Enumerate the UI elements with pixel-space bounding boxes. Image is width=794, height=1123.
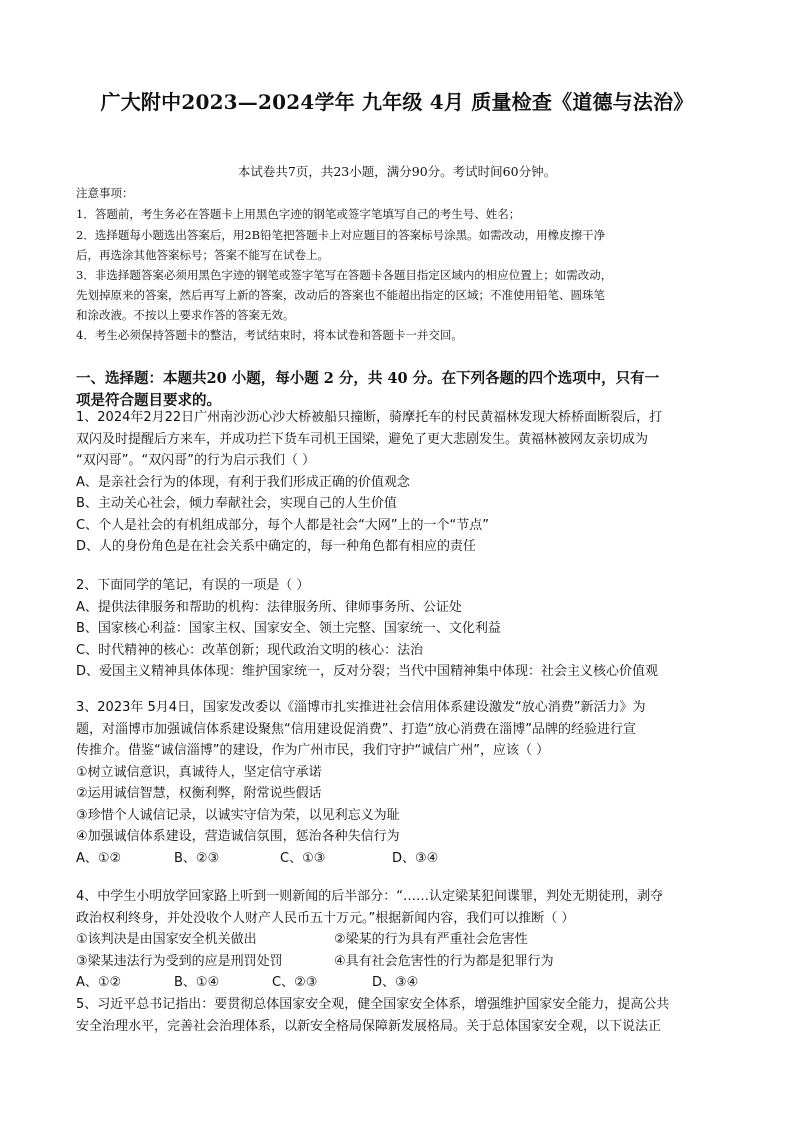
statement-item: ②运用诚信智慧，权衡利弊，附常说些假话 bbox=[76, 786, 322, 801]
exam-title: 广大附中2023—2024学年 九年级 4月 质量检查《道德与法治》 bbox=[100, 90, 694, 114]
question-stem-line: 4、中学生小明放学回家路上听到一则新闻的后半部分：“……认定梁某犯间谍罪，判处无期徒刑，剥夺 bbox=[76, 889, 664, 904]
question-stem-line: 题，对淄博市加强诚信体系建设聚焦“信用建设促消费”、打造“放心消费在淄博”品牌的经验进行宣 bbox=[76, 721, 636, 737]
option-b: B、主动关心社会，倾力奉献社会，实现自己的人生价值 bbox=[76, 496, 397, 511]
statement-row bbox=[76, 951, 736, 973]
option-a: A、提供法律服务和帮助的机构：法律服务所、律师事务所、公证处 bbox=[76, 599, 462, 615]
question-stem-line: 1、2024年2月22日广州南沙沥心沙大桥被船只撞断，骑摩托车的村民黄福林发现大桥桥面断裂后，打 bbox=[76, 410, 663, 425]
statement-item: ④加强诚信体系建设，营造诚信氛围，惩治各种失信行为 bbox=[76, 829, 400, 844]
notice-heading: 注意事项： bbox=[76, 186, 134, 200]
option-b: B、国家核心利益：国家主权、国家安全、领土完整、国家统一、文化利益 bbox=[76, 621, 501, 636]
statement-item: ①树立诚信意识，真诚待人，坚定信守承诺 bbox=[76, 764, 322, 780]
question-stem-line: “双闪哥”。“双闪哥”的行为启示我们（ ） bbox=[76, 453, 316, 468]
question-3 bbox=[76, 697, 736, 869]
notice-line: 3．非选择题答案必须用黑色字迹的钢笔或签字笔写在答题卡各题目指定区域内的相应位置上；如需改动， bbox=[76, 268, 613, 282]
section-heading bbox=[76, 368, 736, 412]
choice-d: D、③④ bbox=[392, 850, 439, 866]
statement-row bbox=[76, 929, 736, 951]
question-1 bbox=[76, 407, 736, 558]
question-stem-line: 安全治理水平，完善社会治理体系，以新安全格局保障新发展格局。关于总体国家安全观，以下说法正 bbox=[76, 1018, 662, 1034]
question-stem-line: 3、2023年 5月4日，国家发改委以《淄博市扎实推进社会信用体系建设激发“放心消费”新活力》为 bbox=[76, 700, 646, 715]
choice-d: D、③④ bbox=[372, 975, 419, 990]
option-c: C、时代精神的核心：改革创新；现代政治文明的核心：法治 bbox=[76, 642, 424, 658]
exam-intro: 本试卷共7页，共23小题，满分90分。考试时间60分钟。 bbox=[237, 164, 557, 179]
option-c: C、个人是社会的有机组成部分，每个人都是社会“大网”上的一个“节点” bbox=[76, 517, 490, 533]
choice-c: C、①③ bbox=[280, 850, 326, 866]
choice-c: C、②③ bbox=[272, 975, 318, 990]
question-stem-line: 5、习近平总书记指出：要贯彻总体国家安全观，健全国家安全体系，增强维护国家安全能力，提高公共 bbox=[76, 997, 670, 1012]
question-4 bbox=[76, 886, 736, 994]
option-d: D、人的身份角色是在社会关系中确定的，每一种角色都有相应的责任 bbox=[76, 539, 477, 554]
option-a: A、是亲社会行为的体现，有利于我们形成正确的价值观念 bbox=[76, 474, 410, 490]
choice-row bbox=[76, 972, 736, 994]
notice-section bbox=[76, 183, 726, 346]
section-heading-line: 一、选择题：本题共20 小题，每小题 2 分，共 40 分。在下列各题的四个选项中，只有一 bbox=[76, 370, 660, 387]
choice-b: B、①④ bbox=[174, 975, 220, 990]
question-stem-line: 2、下面同学的笔记，有误的一项是（ ） bbox=[76, 578, 310, 593]
choice-a: A、①② bbox=[76, 850, 122, 866]
question-2 bbox=[76, 575, 736, 683]
notice-line: 4．考生必须保持答题卡的整洁，考试结束时，将本试卷和答题卡一并交回。 bbox=[76, 328, 463, 342]
notice-line: 1．答题前，考生务必在答题卡上用黑色字迹的钢笔或签字笔填写自己的考生号、姓名； bbox=[76, 207, 521, 221]
choice-a: A、①② bbox=[76, 975, 122, 990]
question-stem-line: 政治权利终身，并处没收个人财产人民币五十万元。”根据新闻内容，我们可以推断（ ） bbox=[76, 910, 575, 926]
question-stem-line: 双闪及时提醒后方来车，并成功拦下货车司机王国梁，避免了更大悲剧发生。黄福林被网友亲切成为 bbox=[76, 431, 649, 447]
statement-item: ①该判决是由国家安全机关做出 bbox=[76, 932, 257, 947]
section-heading-line: 项是符合题目要求的。 bbox=[76, 392, 221, 409]
statement-item: ③梁某违法行为受到的应是刑罚处罚 bbox=[76, 953, 283, 969]
notice-line: 先划掉原来的答案，然后再写上新的答案，改动后的答案也不能超出指定的区域；不准使用铅笔、圆珠笔 bbox=[76, 288, 605, 302]
question-5 bbox=[76, 994, 736, 1037]
statement-item: ②梁某的行为具有严重社会危害性 bbox=[334, 932, 528, 947]
statement-item: ③珍惜个人诚信记录，以诚实守信为荣，以见利忘义为耻 bbox=[76, 807, 400, 823]
statement-item: ④具有社会危害性的行为都是犯罪行为 bbox=[334, 953, 554, 969]
option-d: D、爱国主义精神具体体现：维护国家统一，反对分裂；当代中国精神集中体现：社会主义核心价值观 bbox=[76, 664, 659, 679]
notice-line: 后，再选涂其他答案标号；答案不能写在试卷上。 bbox=[76, 248, 329, 262]
notice-line: 2．选择题每小题选出答案后，用2B铅笔把答题卡上对应题目的答案标号涂黑。如需改动，用橡皮擦干净 bbox=[76, 228, 606, 242]
question-stem-line: 传推介。借鉴“诚信淄博”的建设，作为广州市民，我们守护“诚信广州”，应该（ ） bbox=[76, 743, 550, 758]
choice-b: B、②③ bbox=[174, 850, 220, 866]
notice-line: 和涂改液。不按以上要求作答的答案无效。 bbox=[76, 308, 295, 322]
choice-row bbox=[76, 848, 736, 870]
